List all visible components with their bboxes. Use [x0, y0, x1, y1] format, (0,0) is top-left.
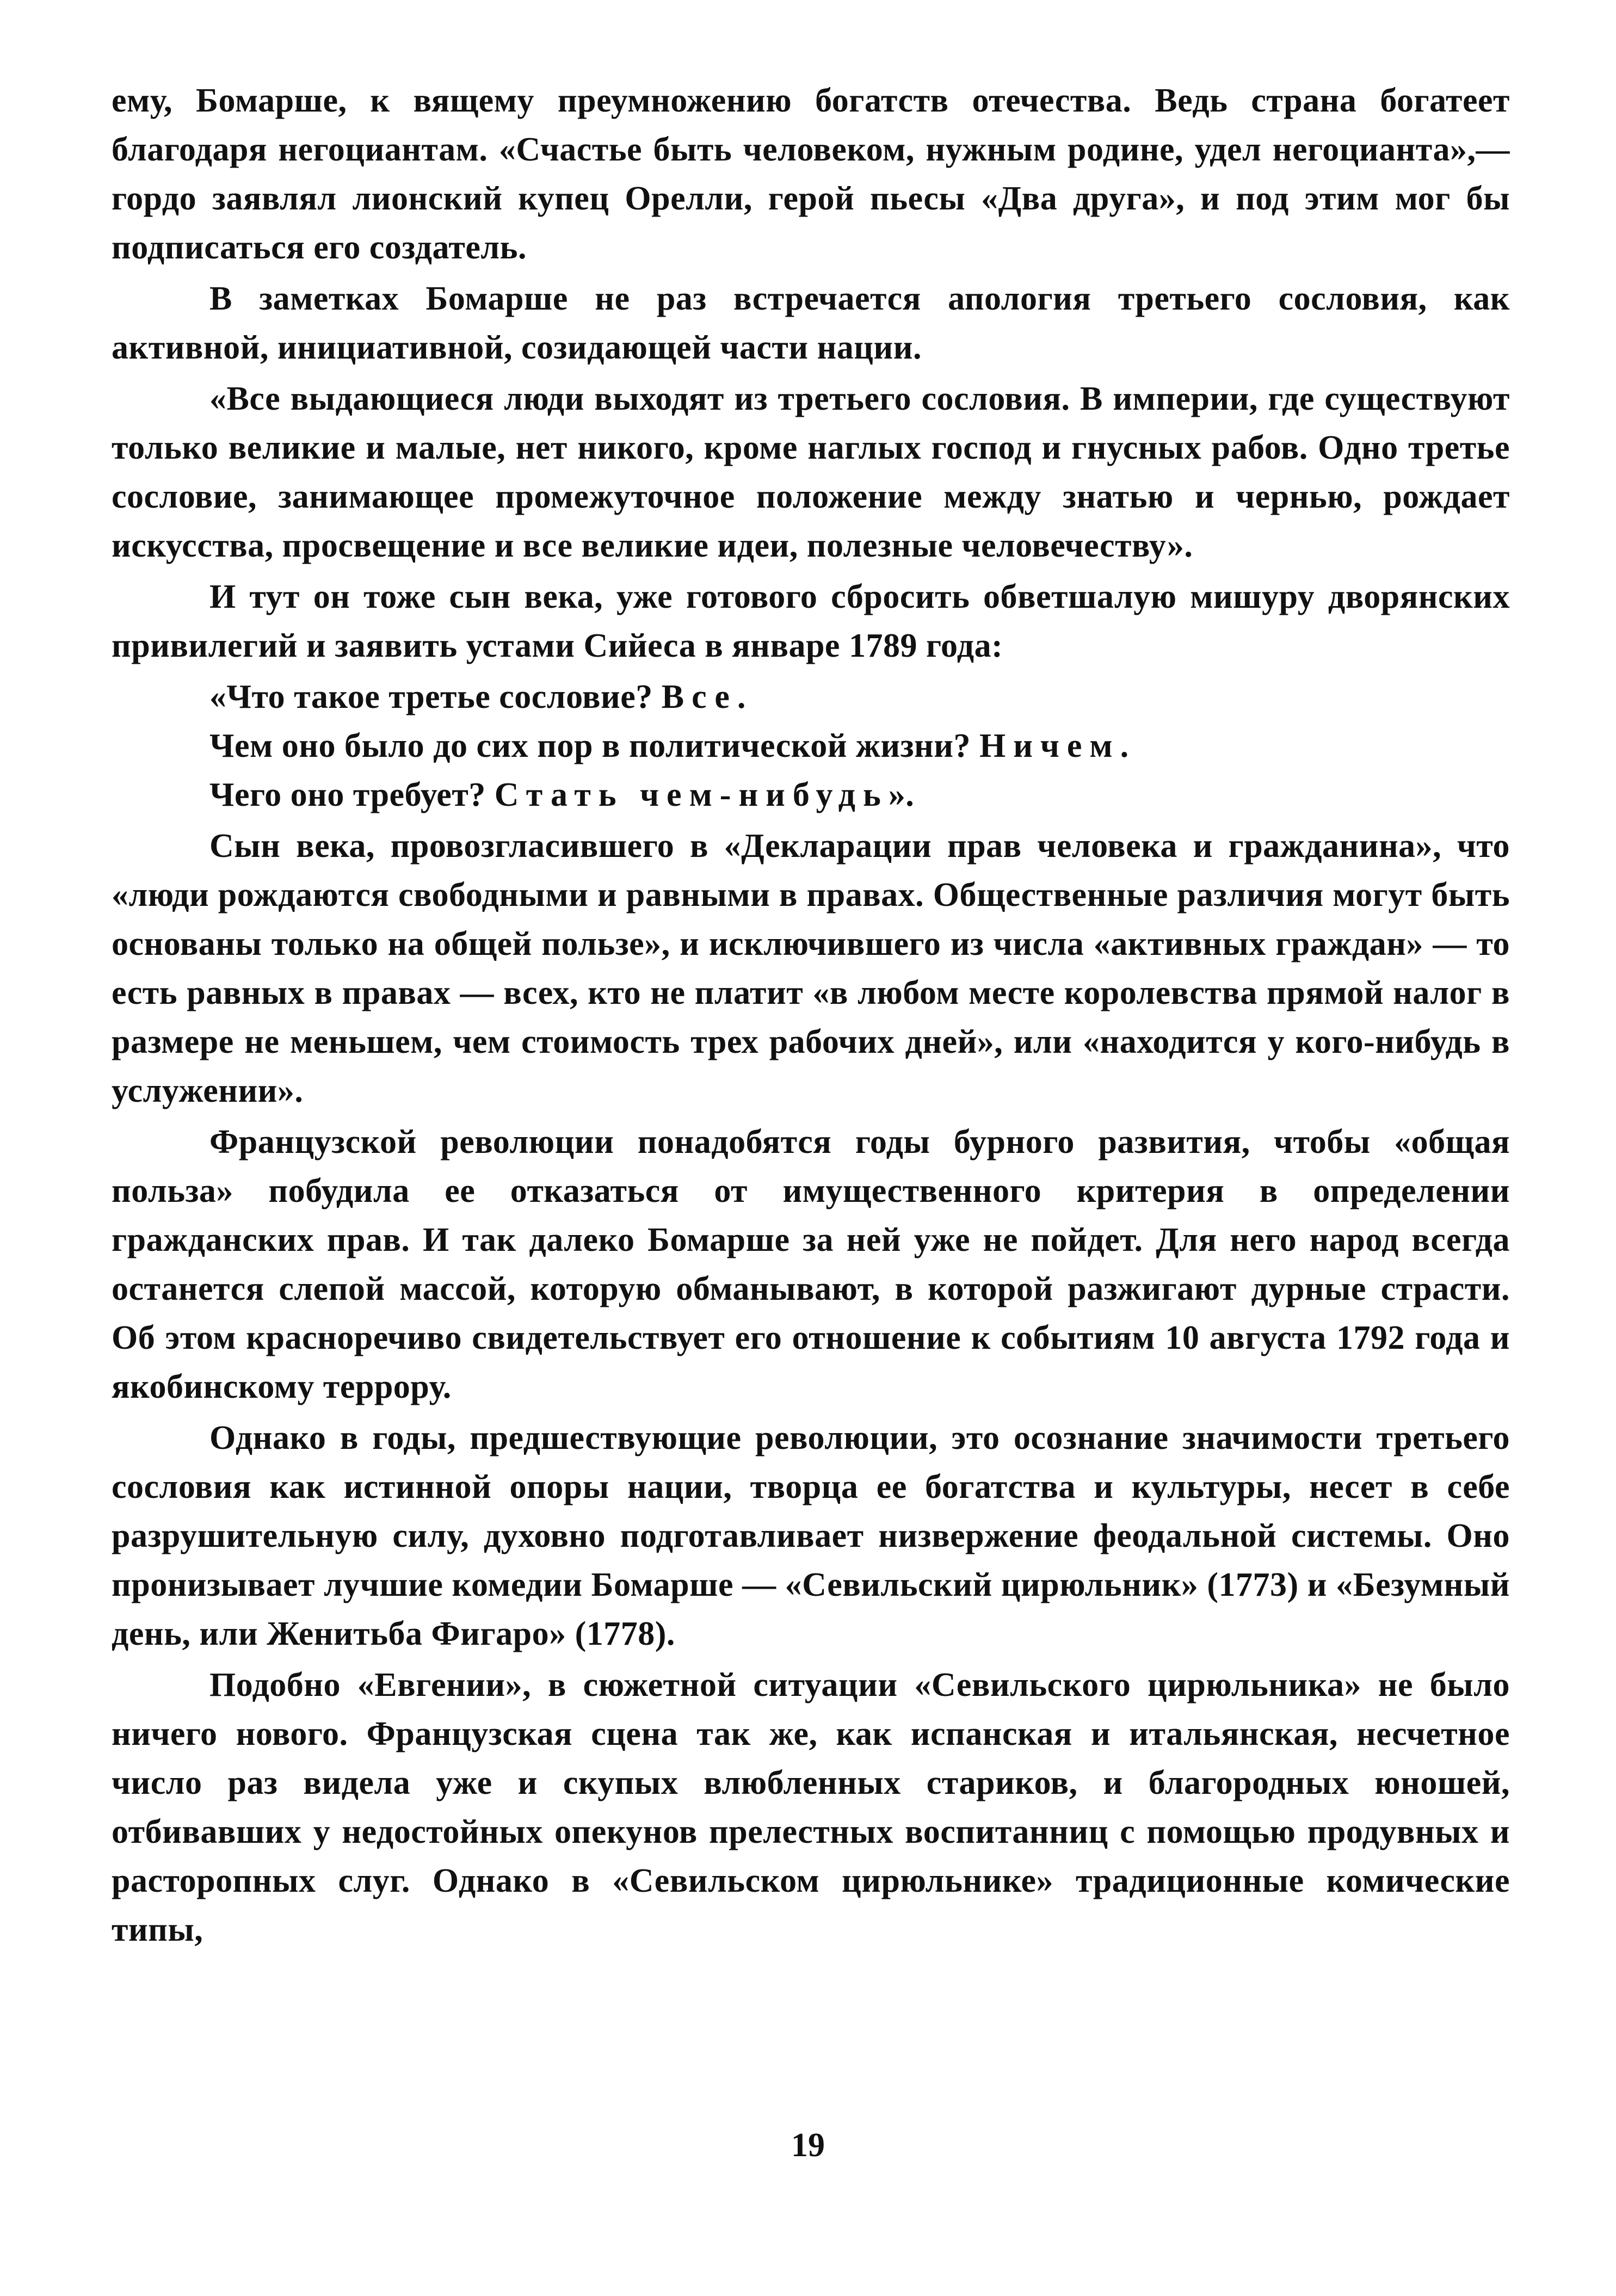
quote-line-1-tail: .	[737, 678, 746, 715]
quote-line-3-lead: Чего оно требует?	[209, 776, 495, 813]
paragraph-3-quote: «Все выдающиеся люди выходят из третьего сословия. В империи, где существуют только великие и малые, нет никого, кроме наглых господ и гнусных рабов. Одно третье сословие, занимающее промежуточное положение между знатью и чернью, рождает искусства, просвещение и все великие идеи, полезные человечеству».	[112, 380, 1510, 564]
page-number: 19	[791, 2127, 825, 2164]
quote-line-2-lead: Чем оно было до сих пор в политической жизни?	[209, 727, 979, 764]
sieyes-quote	[112, 672, 1510, 819]
paragraph-2: В заметках Бомарше не раз встречается апология третьего сословия, как активной, инициативной, созидающей части нации.	[112, 280, 1510, 366]
quote-line-2	[112, 721, 1510, 770]
paragraph-6: Французской революции понадобятся годы бурного развития, чтобы «общая польза» побудила ее отказаться от имущественного критерия в определении гражданских прав. И так далеко Бомарше за ней уже не пойдет. Для него народ всегда останется слепой массой, которую обманывают, в которой разжигают дурные страсти. Об этом красноречиво свидетельствует его отношение к событиям 10 августа 1792 года и якобинскому террору.	[112, 1124, 1510, 1405]
paragraph-7: Однако в годы, предшествующие революции, это осознание значимости третьего сословия как истинной опоры нации, творца ее богатства и культуры, несет в себе разрушительную силу, духовно подготавливает низвержение феодальной системы. Оно пронизывает лучшие комедии Бомарше — «Севильский цирюльник» (1773) и «Безумный день, или Женитьба Фигаро» (1778).	[112, 1419, 1510, 1652]
quote-line-1-lead: «Что такое третье сословие?	[209, 678, 662, 715]
quote-line-3	[112, 770, 1510, 819]
paragraph-4: И тут он тоже сын века, уже готового сбросить обветшалую мишуру дворянских привилегий и заявить устами Сийеса в январе 1789 года:	[112, 578, 1510, 664]
quote-line-3-spaced: Стать чем-нибудь	[494, 776, 889, 813]
quote-line-3-tail: ».	[888, 776, 915, 813]
quote-line-1	[112, 672, 1510, 721]
paragraph-5: Сын века, провозгласившего в «Декларации прав человека и гражданина», что «люди рождаются свободными и равными в правах. Общественные различия могут быть основаны только на общей пользе», и исключившего из числа «активных граждан» — то есть равных в правах — всех, кто не платит «в любом месте королевства прямой налог в размере не меньшем, чем стоимость трех рабочих дней», или «находится у кого-нибудь в услужении».	[112, 828, 1510, 1109]
paragraph-8: Подобно «Евгении», в сюжетной ситуации «Севильского цирюльника» не было ничего нового. Французская сцена так же, как испанская и итальянская, несчетное число раз видела уже и скупых влюбленных стариков, и благородных юношей, отбивавших у недостойных опекунов прелестных воспитанниц с помощью продувных и расторопных слуг. Однако в «Севильском цирюльнике» традиционные комические типы,	[112, 1667, 1510, 1948]
paragraph-1: ему, Бомарше, к вящему преумножению богатств отечества. Ведь страна богатеет благодаря негоциантам. «Счастье быть человеком, нужным родине, удел негоцианта»,— гордо заявлял лионский купец Орелли, герой пьесы «Два друга», и под этим мог бы подписаться его создатель.	[112, 82, 1510, 266]
quote-line-2-spaced: Ничем	[979, 727, 1120, 764]
quote-line-2-tail: .	[1120, 727, 1129, 764]
page-body	[112, 76, 1510, 1954]
quote-line-1-spaced: Все	[661, 678, 737, 715]
